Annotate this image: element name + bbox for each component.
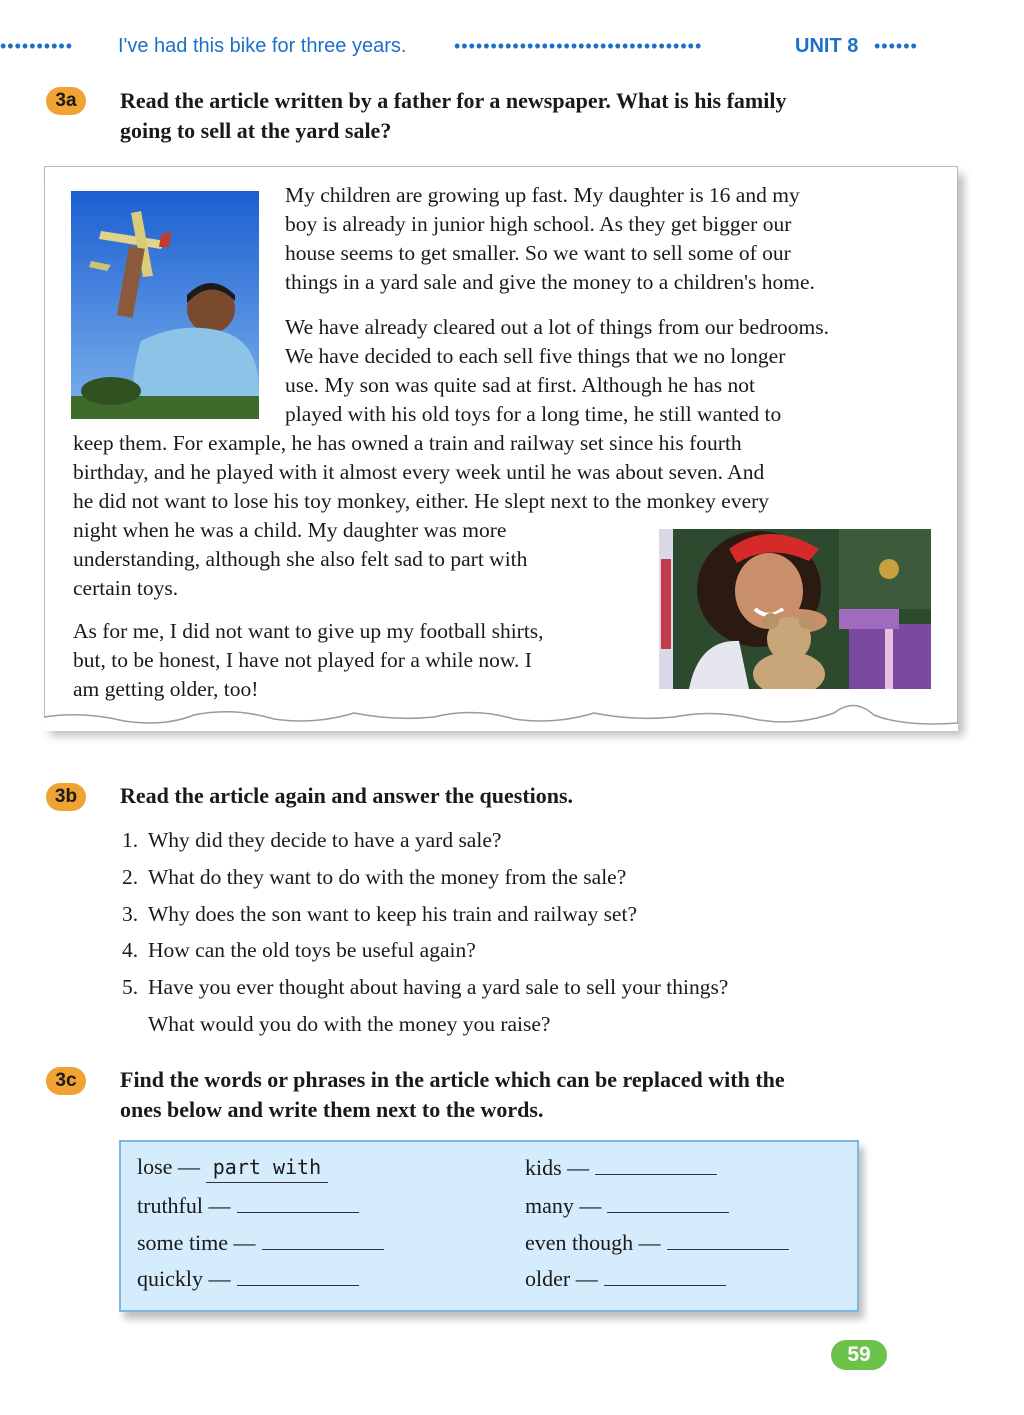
header-dots-left: ••••••••••	[0, 36, 74, 56]
question-2: 2. What do they want to do with the money from the sale?	[122, 865, 627, 889]
question-1: 1. Why did they decide to have a yard sale?	[122, 828, 502, 852]
question-4: 4. How can the old toys be useful again?	[122, 938, 476, 962]
vocab-row-truthful: truthful —	[137, 1190, 359, 1221]
question-5: 5. Have you ever thought about having a yard sale to sell your things?	[122, 975, 729, 999]
article-line: boy is already in junior high school. As they get bigger our	[285, 212, 792, 236]
torn-edge	[44, 687, 958, 731]
article-line: understanding, although she also felt sad to part with	[73, 547, 528, 571]
section-badge-3a: 3a	[46, 87, 86, 115]
article-line: birthday, and he played with it almost every week until he was about seven. And	[73, 460, 765, 484]
answer-field[interactable]	[237, 1190, 359, 1213]
article-line: he did not want to lose his toy monkey, either. He slept next to the monkey every	[73, 489, 770, 513]
section-badge-3c: 3c	[46, 1067, 86, 1095]
article-line: house seems to get smaller. So we want to sell some of our	[285, 241, 791, 265]
article-line: My children are growing up fast. My daughter is 16 and my	[285, 183, 800, 207]
answer-field[interactable]	[595, 1152, 717, 1175]
article-line: played with his old toys for a long time, he still wanted to	[285, 402, 782, 426]
answer-field[interactable]: part with	[206, 1152, 328, 1183]
vocab-row-even-though: even though —	[525, 1227, 789, 1258]
section-badge-3b: 3b	[46, 783, 86, 811]
article-line: things in a yard sale and give the money to a children's home.	[285, 270, 815, 294]
answer-field[interactable]	[262, 1227, 384, 1250]
vocab-row-older: older —	[525, 1263, 726, 1294]
instruction-3c-line1: Find the words or phrases in the article which can be replaced with the	[120, 1067, 785, 1092]
question-5-line2: What would you do with the money you raise?	[148, 1012, 551, 1036]
boy-with-toy-plane-photo	[71, 191, 259, 419]
page-header	[0, 30, 1024, 62]
answer-field[interactable]	[604, 1263, 726, 1286]
article-paragraph-1	[285, 181, 815, 297]
header-dots-right: ••••••	[874, 36, 918, 56]
vocab-row-quickly: quickly —	[137, 1263, 359, 1294]
article-line: certain toys.	[73, 576, 179, 600]
answer-field[interactable]	[237, 1263, 359, 1286]
article-line: use. My son was quite sad at first. Although he has not	[285, 373, 755, 397]
answer-field[interactable]	[607, 1190, 729, 1213]
article-line: We have already cleared out a lot of things from our bedrooms.	[285, 315, 829, 339]
header-title: I've had this bike for three years.	[118, 35, 407, 57]
girl-with-teddy-bear-photo	[659, 529, 931, 689]
vocab-row-kids: kids —	[525, 1152, 717, 1183]
article-line: but, to be honest, I have not played for a while now. I	[73, 648, 532, 672]
vocab-row-many: many —	[525, 1190, 729, 1221]
page-number: 59	[831, 1340, 887, 1370]
header-unit: UNIT 8	[795, 35, 859, 57]
vocabulary-box	[119, 1140, 859, 1312]
instruction-3a-line1: Read the article written by a father for a newspaper. What is his family	[120, 88, 787, 113]
article-line: keep them. For example, he has owned a train and railway set since his fourth	[73, 431, 742, 455]
instruction-3b: Read the article again and answer the questions.	[120, 783, 574, 808]
vocab-row-lose: lose — part with	[137, 1152, 328, 1183]
question-3: 3. Why does the son want to keep his train and railway set?	[122, 902, 637, 926]
instruction-3c-line2: ones below and write them next to the words.	[120, 1097, 544, 1122]
article-paragraph-2-top	[285, 313, 829, 429]
header-dots-middle: ••••••••••••••••••••••••••••••••••	[454, 36, 703, 56]
article-box	[44, 166, 958, 728]
instruction-3a-line2: going to sell at the yard sale?	[120, 118, 392, 143]
article-line: am getting older, too!	[73, 677, 259, 701]
vocab-row-some-time: some time —	[137, 1227, 384, 1258]
answer-field[interactable]	[667, 1227, 789, 1250]
article-line: As for me, I did not want to give up my football shirts,	[73, 619, 544, 643]
article-line: We have decided to each sell five things that we no longer	[285, 344, 786, 368]
article-line: night when he was a child. My daughter was more	[73, 518, 507, 542]
